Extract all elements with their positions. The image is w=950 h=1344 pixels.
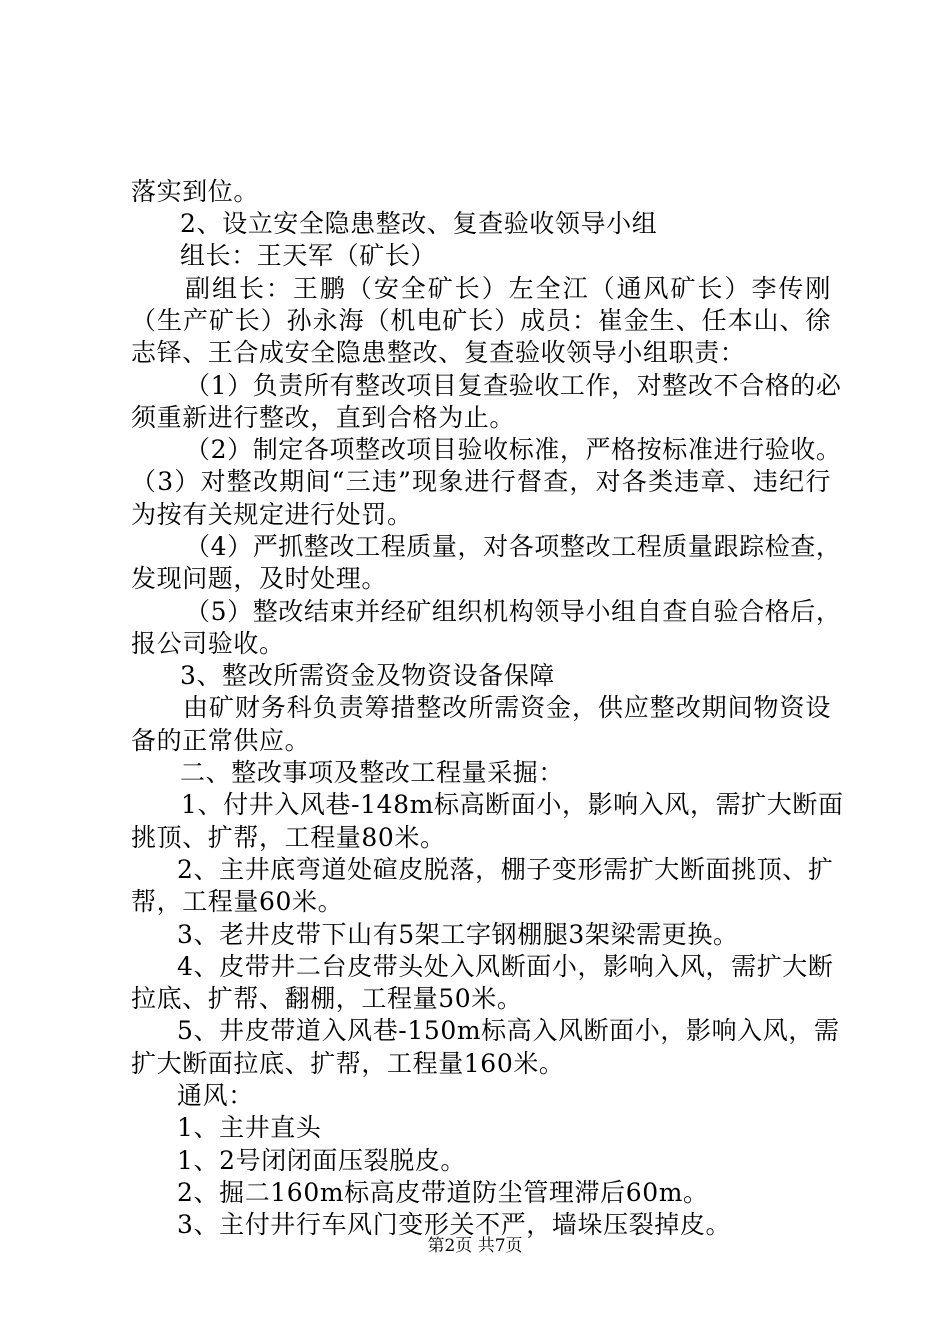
text-line: 由矿财务科负责筹措整改所需资金，供应整改期间物资设 — [183, 693, 831, 722]
text-line: 志铎、王合成安全隐患整改、复查验收领导小组职责： — [131, 338, 746, 367]
text-line: 1、主井直头 — [177, 1113, 322, 1142]
text-line-wrap — [131, 1013, 840, 1049]
text-line: （5）整改结束并经矿组织机构领导小组自查自验合格后， — [185, 597, 842, 626]
text-line: （4）严抓整改工程质量，对各项整改工程质量跟踪检查， — [185, 532, 842, 561]
text-line: 4、皮带井二台皮带头处入风断面小，影响入风，需扩大断 — [177, 952, 834, 981]
text-line: 副组长：王鹏（安全矿长）左全江（通风矿长）李传刚 — [185, 274, 831, 303]
text-line: 拉底、扩帮、翻棚，工程量50米。 — [131, 984, 523, 1013]
text-line-wrap — [131, 529, 842, 565]
text-line-wrap — [131, 594, 842, 630]
text-line-wrap — [131, 368, 842, 404]
section-heading: 2、设立安全隐患整改、复查验收领导小组 — [180, 209, 658, 238]
text-line: 备的正常供应。 — [131, 726, 311, 755]
text-line: （1）负责所有整改项目复查验收工作，对整改不合格的必 — [185, 371, 842, 400]
text-line-wrap — [131, 432, 842, 468]
text-line: （生产矿长）孙永海（机电矿长）成员：崔金生、任本山、徐 — [131, 306, 831, 335]
text-line: 3、老井皮带下山有5架工字钢棚腿3架梁需更换。 — [177, 920, 739, 949]
text-line: 组长：王天军（矿长） — [180, 241, 437, 270]
text-line-wrap — [131, 690, 831, 726]
text-line: 1、付井入风巷-148m标高断面小，影响入风，需扩大断面 — [181, 790, 844, 819]
text-line: 报公司验收。 — [131, 629, 285, 658]
text-line-wrap — [131, 787, 844, 823]
text-line: （2）制定各项整改项目验收标准，严格按标准进行验收。 — [185, 435, 842, 464]
text-line: 5、井皮带道入风巷-150m标高入风断面小，影响入风，需 — [177, 1016, 840, 1045]
text-line: 挑顶、扩帮，工程量80米。 — [131, 823, 446, 852]
text-line-wrap — [131, 852, 834, 888]
text-line: 发现问题，及时处理。 — [131, 564, 388, 593]
text-line-wrap — [131, 303, 831, 339]
text-line: 为按有关规定进行处罚。 — [131, 500, 413, 529]
text-line: 2、主井底弯道处碹皮脱落，棚子变形需扩大断面挑顶、扩 — [177, 855, 834, 884]
text-line-wrap — [131, 464, 831, 500]
section-heading: 二、整改事项及整改工程量采掘： — [180, 758, 565, 787]
text-line: 落实到位。 — [131, 177, 260, 206]
text-line-wrap — [131, 271, 831, 307]
page-number-footer: 第2页 共7页 — [427, 1236, 523, 1256]
section-heading: 通风： — [177, 1081, 254, 1110]
text-line: 帮，工程量60米。 — [131, 887, 344, 916]
text-line: 1、2号闭闭面压裂脱皮。 — [177, 1146, 467, 1175]
text-line-wrap — [131, 949, 834, 985]
text-line: 3、主付井行车风门变形关不严，墙垛压裂掉皮。 — [177, 1210, 732, 1239]
text-line: （3）对整改期间“三违”现象进行督查，对各类违章、违纪行 — [131, 467, 831, 496]
section-heading: 3、整改所需资金及物资设备保障 — [180, 661, 555, 690]
text-line: 须重新进行整改，直到合格为止。 — [131, 403, 516, 432]
text-line: 扩大断面拉底、扩帮，工程量160米。 — [131, 1049, 565, 1078]
text-line: 2、掘二160m标高皮带道防尘管理滞后60m。 — [177, 1178, 709, 1207]
